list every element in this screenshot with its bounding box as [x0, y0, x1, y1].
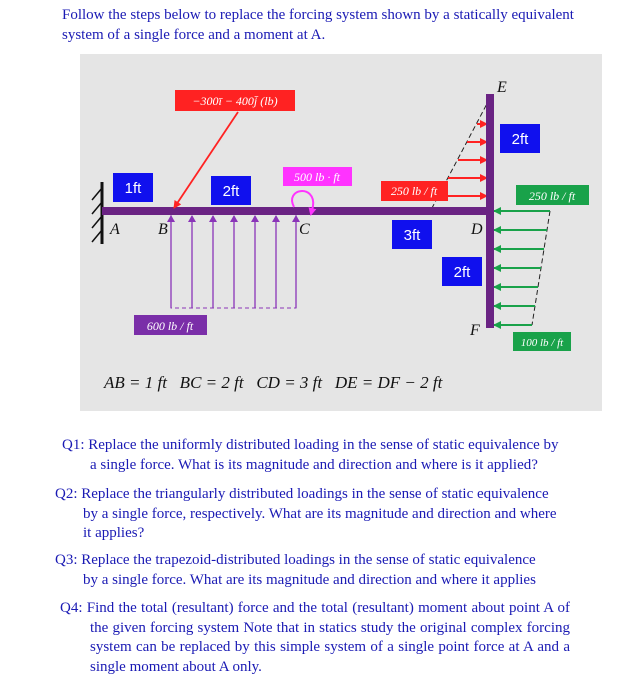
dist-right-label: 250 lb / ft [528, 189, 576, 203]
question-2 [55, 485, 600, 544]
point-e-label: E [497, 79, 507, 96]
question-3 [55, 551, 600, 590]
question-3-rest: by a single force. What are its magnitude and direction and where it applies [83, 571, 536, 588]
point-c-label: C [299, 221, 310, 238]
dim-bc-label: 2ft [222, 183, 240, 200]
moment-label: 500 lb · ft [293, 170, 341, 184]
question-4-rest: Find the total (resultant) force and the total (resultant) moment about point A of the given forcing system Note that in statics study the original complex forcing system can be replaced by this simple system of a single point force at A and a single moment about A only. [86, 600, 570, 675]
question-4 [60, 599, 570, 677]
question-2-first: Q2: Replace the triangularly distributed loadings in the sense of static equivalence [55, 486, 549, 502]
point-a-label: A [110, 221, 120, 238]
uniform-label: 600 lb / ft [146, 319, 194, 333]
dist-left-label: 250 lb / ft [390, 184, 438, 198]
point-f-label: F [470, 322, 480, 339]
intro-text: Follow the steps below to replace the forcing system shown by a statically equivalent system of a single force and a moment at A. [62, 7, 574, 43]
vertical-beam [486, 94, 494, 328]
question-1-first: Q1: Replace the uniformly distributed loading in the sense of static equivalence by [62, 437, 559, 453]
question-2-rest: by a single force, respectively. What are its magnitude and direction and where it applies? [83, 505, 557, 541]
point-d-label: D [471, 221, 483, 238]
horizontal-beam [102, 207, 494, 215]
point-b-label: B [158, 221, 168, 238]
dim-df-label: 2ft [453, 264, 471, 281]
question-4-first: Q4: [60, 600, 83, 616]
force-diagram [80, 54, 602, 411]
question-1 [62, 436, 607, 475]
bottom-right-label: 100 lb / ft [520, 337, 564, 349]
lengths-equation: AB = 1 ft BC = 2 ft CD = 3 ft DE = DF − 2 ft [104, 373, 443, 392]
question-3-first: Q3: Replace the trapezoid-distributed loadings in the sense of static equivalence [55, 552, 536, 568]
dim-de-label: 2ft [511, 131, 529, 148]
dim-cd-label: 3ft [403, 227, 421, 244]
point-force-label: −300ī − 400j̄ (lb) [192, 94, 278, 108]
question-1-rest: a single force. What is its magnitude and direction and where is it applied? [90, 456, 538, 473]
dim-1ft-label: 1ft [124, 180, 142, 197]
